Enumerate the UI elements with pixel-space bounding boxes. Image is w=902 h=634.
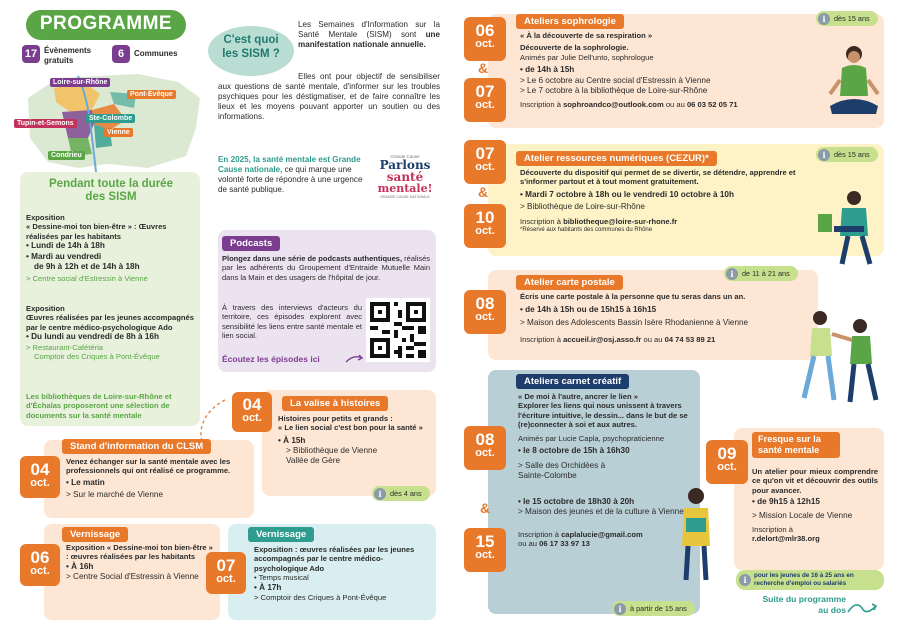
carnet-date1 [464, 426, 506, 470]
fresque-time: • de 9h15 à 12h15 [752, 497, 820, 507]
stand-date [20, 456, 60, 498]
sophro-ou: ou au [663, 100, 687, 110]
valise-date [232, 392, 272, 432]
expo1-place: > Centre social d'Estressin à Vienne [26, 274, 148, 284]
dancing-people-illustration [790, 300, 890, 410]
vernissage1-date [20, 544, 60, 586]
cezur-amp: & [478, 184, 489, 200]
logo-small: Grande Cause [390, 154, 420, 159]
expo2-block [26, 304, 196, 362]
book-reader-illustration [672, 486, 720, 582]
postale-day: 08 [475, 294, 495, 313]
sophro-date1 [464, 17, 506, 61]
postale-ins-label: Inscription à [520, 334, 564, 344]
carnet-amp: & [480, 500, 491, 516]
footer-continue[interactable] [736, 594, 846, 615]
carnet-ins-label: Inscription à [518, 529, 562, 539]
expo2-place1: > Restaurant-Cafétéria [26, 342, 104, 352]
meditation-illustration [826, 40, 882, 122]
logo-line3: mentale! [377, 182, 433, 195]
sophro-date2 [464, 78, 506, 122]
sophro-day2: 07 [475, 82, 495, 101]
cezur-inscription [520, 217, 820, 226]
valise-day: 04 [242, 395, 262, 414]
valise-month: oct. [242, 412, 262, 424]
intro-p1 [298, 20, 440, 50]
expo1-line1: • Lundi de 14h à 18h [26, 241, 105, 251]
cezur-day2: 10 [475, 208, 495, 227]
intro-p3a: En 2025, la santé mentale est Grande Cause nationale, [218, 155, 361, 175]
vernissage2-line1: • Temps musical [254, 573, 309, 583]
stand-desc: Venez échanger sur la santé mentale avec les professionnels qui ont réalisé ce programme. [66, 457, 231, 476]
vernissage1-time: • À 16h [66, 561, 94, 571]
intro-p3b: ce qui marque une volonté forte de répondre à une urgence de santé publique. [218, 165, 363, 195]
info-icon: i [614, 603, 626, 615]
postale-ou: ou au [641, 334, 665, 344]
carnet-title: « De moi à l'autre, ancrer le lien » [518, 392, 638, 401]
cezur-ins-label: Inscription à [520, 217, 564, 227]
cezur-day1: 07 [475, 144, 495, 163]
carnet-age-badge [612, 601, 695, 616]
parlons-logo [374, 154, 436, 210]
sophro-amp: & [478, 60, 489, 76]
cezur-time: • Mardi 7 octobre à 18h ou le vendredi 10 octobre à 10h [520, 189, 734, 199]
fresque-month: oct. [717, 461, 737, 473]
valise-sub: « Le lien social c'est bon pour la santé » [278, 423, 423, 433]
cezur-month2: oct. [475, 225, 495, 237]
cezur-desc: Découverte du dispositif qui permet de se divertir, se détendre, apprendre et s'informer partout et à tout moment gratuitement. [520, 168, 796, 187]
fresque-date [706, 440, 748, 484]
cezur-note: *Réservé aux habitants des communes du Rhône [520, 226, 653, 233]
footer-line2: au dos [818, 604, 846, 615]
cezur-date1 [464, 140, 506, 184]
carnet-place2: > Maison des jeunes et de la culture à Vienne [518, 507, 684, 517]
carnet-email-link[interactable]: caplalucie@gmail.com [561, 529, 643, 539]
postale-age: de 11 à 21 ans [742, 269, 790, 278]
fresque-age: pour les jeunes de 16 à 25 ans en recherche d'emploi ou salariés [754, 572, 854, 587]
podcasts-text2: À travers des interviews d'acteurs du territoire, ces épisodes explorent avec sensibilité les liens entre santé mentale et lien social. [222, 303, 362, 341]
info-icon: i [818, 149, 830, 161]
sophro-day1: 06 [475, 21, 495, 40]
expo2-line1: • Du lundi au vendredi de 8h à 16h [26, 332, 159, 342]
sophro-place1: > Le 6 octobre au Centre social d'Estressin à Vienne [520, 75, 711, 85]
info-icon: i [739, 574, 751, 586]
podcasts-cta[interactable]: Écoutez les épisodes ici [222, 354, 320, 364]
carnet-place1: > Salle des Orchidées à Sainte-Colombe [518, 460, 606, 480]
expo1-block [26, 213, 196, 284]
carnet-phone-line [518, 539, 688, 548]
postale-time: • de 14h à 15h ou de 15h15 à 16h15 [520, 305, 657, 315]
vernissage2-title: Exposition : œuvres réalisées par les jeunes accompagnés par le centre médico-psychologique Ado [254, 545, 415, 573]
postale-body [520, 292, 810, 344]
stat-events-num: 17 [22, 45, 40, 63]
vernissage2-place: > Comptoir des Criques à Pont-Évêque [254, 593, 387, 603]
valise-age-badge [372, 486, 430, 501]
cezur-place: > Bibliothèque de Loire-sur-Rhône [520, 202, 645, 212]
podcast-arrow-icon [344, 352, 364, 366]
carnet-phone[interactable]: 06 17 33 97 13 [539, 539, 590, 549]
vernissage1-title: Exposition « Dessine-moi ton bien-être » : œuvres réalisées par les habitants [66, 543, 213, 562]
sophro-age: dès 15 ans [834, 14, 870, 23]
sophro-place2: > Le 7 octobre à la bibliothèque de Loire-sur-Rhône [520, 85, 708, 95]
postale-month: oct. [475, 311, 495, 323]
map-label-tupin: Tupin-et-Semons [14, 119, 77, 128]
expo1-title: « Dessine-moi ton bien-être » : Œuvres réalisées par les habitants [26, 222, 167, 241]
stand-month: oct. [30, 477, 50, 489]
expo1-line3: de 9h à 12h et de 14h à 18h [34, 261, 140, 271]
fresque-body [752, 467, 878, 544]
valise-age: dès 4 ans [390, 489, 422, 498]
vernissage1-place: > Centre Social d'Estressin à Vienne [66, 572, 199, 582]
logo-line1: Parlons [379, 158, 431, 172]
postale-place: > Maison des Adolescents Bassin Isère Rhodanienne à Vienne [520, 317, 749, 327]
cezur-tag: Atelier ressources numériques (CEZUR)* [516, 151, 717, 166]
info-icon: i [818, 13, 830, 25]
postale-age-badge [724, 266, 798, 281]
vernissage2-tag: Vernissage [248, 527, 314, 542]
carnet-month2: oct. [475, 549, 495, 561]
intro-p1b: une manifestation nationale annuelle. [298, 30, 440, 50]
postale-date [464, 290, 506, 334]
podcasts-text1a: Plongez dans une série de podcasts authentiques, [222, 254, 403, 263]
sophro-time: • de 14h à 15h [520, 65, 575, 75]
info-icon: i [374, 488, 386, 500]
vernissage2-day: 07 [216, 556, 236, 575]
stand-tag: Stand d'information du CLSM [62, 439, 211, 454]
vernissage2-time: • À 17h [254, 582, 282, 592]
sophro-month2: oct. [475, 99, 495, 111]
vernissage1-day: 06 [30, 548, 50, 567]
sophro-sub2: Animés par Julie Dell'unto, sophrologue [520, 52, 654, 62]
cezur-body [520, 168, 820, 234]
valise-place: > Bibliothèque de Vienne Vallée de Gère [286, 446, 378, 466]
postale-phone[interactable]: 04 74 53 89 21 [664, 334, 716, 344]
valise-title: Histoires pour petits et grands : [278, 414, 393, 423]
info-icon: i [726, 268, 738, 280]
fresque-desc: Un atelier pour mieux comprendre ce qu'on vit et découvrir des outils pour avancer. [752, 467, 878, 495]
carnet-month1: oct. [475, 447, 495, 459]
carnet-date2 [464, 528, 506, 572]
valise-body [278, 414, 428, 467]
carnet-time2: • le 15 octobre de 18h30 à 20h [518, 497, 635, 507]
carnet-inscription [518, 530, 688, 539]
programme-title: PROGRAMME [39, 13, 173, 34]
fresque-tag: Fresque sur la santé mentale [752, 432, 840, 458]
sophro-phone[interactable]: 06 03 52 05 71 [686, 100, 738, 110]
postale-desc: Écris une carte postale à la personne que tu seras dans un an. [520, 292, 746, 301]
vernissage2-month: oct. [216, 573, 236, 585]
vernissage1-tag: Vernissage [62, 527, 128, 542]
sism-bubble-text: C'est quoi les SISM ? [222, 34, 280, 61]
intro-p2: Elles ont pour objectif de sensibiliser aux questions de santé mentale, d'informer sur les troubles psychiques pour les déstigmatiser, et de faire connaître les lieux et les moyens pouvant apporter un soutien ou des informations. [218, 72, 440, 122]
sophro-age-badge [816, 11, 878, 26]
carnet-ou: ou au [518, 539, 540, 549]
sophro-ins-label: Inscription à [520, 100, 564, 110]
sophro-month1: oct. [475, 38, 495, 50]
fresque-day: 09 [717, 444, 737, 463]
cezur-age: dès 15 ans [834, 150, 870, 159]
sophro-email-link[interactable]: sophroandco@outlook.com [563, 100, 664, 110]
logo-sub: GRANDE CAUSE NATIONALE [380, 195, 430, 199]
sophro-title: « À la découverte de sa respiration » [520, 31, 653, 40]
vernissage1-body [66, 543, 216, 582]
stand-place: > Sur le marché de Vienne [66, 490, 164, 500]
map-label-pont-eveque: Pont-Évêque [127, 90, 176, 99]
valise-time: • À 15h [278, 435, 306, 445]
map-label-condrieu: Condrieu [48, 151, 85, 160]
stat-communes-label: Communes [134, 49, 178, 58]
valise-tag: La valise à histoires [282, 396, 388, 411]
expo2-place2: Comptoir des Criques à Pont-Évêque [34, 352, 160, 362]
postale-email-link[interactable]: accueil.ir@osj.asso.fr [563, 334, 642, 344]
fresque-place: > Mission Locale de Vienne [752, 510, 853, 520]
postale-tag: Atelier carte postale [516, 275, 623, 290]
map-label-vienne: Vienne [104, 128, 133, 137]
vernissage2-body [254, 545, 430, 603]
cezur-email-link[interactable]: bibliotheque@loire-sur-rhone.fr [563, 217, 678, 227]
sophro-inscription [520, 100, 820, 109]
expo2-head: Exposition [26, 304, 65, 313]
postale-inscription [520, 335, 810, 344]
footer-line1: Suite du programme [762, 594, 846, 604]
map-label-ste-colombe: Ste-Colombe [86, 114, 135, 123]
carnet-body [518, 392, 688, 549]
cezur-age-badge [816, 147, 878, 162]
stand-day: 04 [30, 460, 50, 479]
cezur-date2 [464, 204, 506, 248]
curly-arrow-icon [846, 598, 880, 618]
carnet-time1: • le 8 octobre de 15h à 16h30 [518, 446, 630, 456]
carnet-age: à partir de 15 ans [630, 604, 687, 613]
stand-time: • Le matin [66, 477, 105, 487]
intro-p3 [218, 155, 370, 195]
carnet-day2: 15 [475, 532, 495, 551]
vernissage1-month: oct. [30, 565, 50, 577]
cezur-month1: oct. [475, 161, 495, 173]
libraries-note: Les bibliothèques de Loire-sur-Rhône et d'Échalas proposeront une sélection de documents sur la santé mentale [26, 392, 172, 420]
stat-events-label: Évènements gratuits [44, 46, 92, 65]
vernissage2-date [206, 552, 246, 594]
map-label-loire: Loire-sur-Rhône [50, 78, 110, 87]
podcasts-text1 [222, 254, 430, 282]
expo1-line2: • Mardi au vendredi [26, 251, 102, 261]
expo2-title: Œuvres réalisées par les jeunes accompagnés par le centre médico-psychologique Ado [26, 313, 194, 332]
sophro-tag: Ateliers sophrologie [516, 14, 624, 29]
carnet-anim: Animés par Lucie Capla, psychopraticienne [518, 433, 665, 443]
carnet-desc: Explorer les liens qui nous unissent à travers l'écriture intuitive, le dessin... dans le but de se (re)connecter à soi et aux autres. [518, 401, 688, 430]
carnet-day1: 08 [475, 430, 495, 449]
stat-communes-num: 6 [112, 45, 130, 63]
podcasts-text1b: réalisés par les adhérents du Groupement d'Entraide Mutuelle Main dans la Main et des usagers de l'hôpital de jour. [222, 254, 430, 282]
reading-people-illustration [812, 186, 884, 268]
carnet-tag: Ateliers carnet créatif [516, 374, 629, 389]
fresque-email-link[interactable]: r.delort@mlr38.org [752, 534, 820, 544]
logo-line2: santé [386, 170, 424, 184]
expo1-head: Exposition [26, 213, 65, 222]
podcasts-qr-code[interactable] [366, 298, 430, 362]
fresque-ins: Inscription à [752, 524, 793, 534]
fresque-age-badge [736, 570, 884, 590]
during-sism-title: Pendant toute la durée des SISM [49, 178, 173, 204]
stand-body [66, 457, 250, 500]
sophro-sub1: Découverte de la sophrologie. [520, 43, 629, 53]
intro-p1a: Les Semaines d'Information sur la Santé Mentale (SISM) sont [298, 20, 440, 40]
podcasts-tag: Podcasts [222, 236, 280, 251]
sophro-body [520, 31, 820, 110]
